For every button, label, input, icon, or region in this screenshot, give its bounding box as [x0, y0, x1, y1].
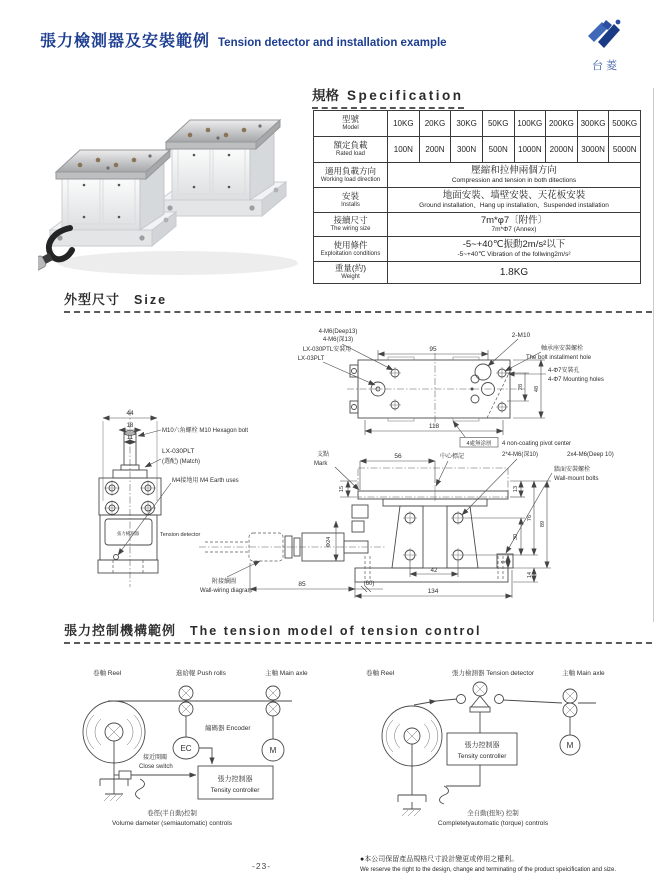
svg-label: 2x4-M6(Deep 10) [567, 452, 614, 458]
page-edge-line [653, 88, 654, 622]
size-title-en: Size [134, 293, 168, 307]
svg-label: 42 [430, 568, 438, 574]
spec-table [313, 110, 641, 284]
svg-label: 進給輥 Push rolls [176, 670, 226, 677]
svg-label: Tensity controller [210, 787, 260, 794]
size-drawings [55, 315, 660, 620]
svg-label: Close switch [139, 764, 173, 770]
svg-label: 全自動(扭矩) 控制 [467, 810, 519, 817]
spec-value: -5~+40℃振動2m/s²以下 -5~+40℃ Vibration of the follwing2m/s² [388, 237, 641, 262]
svg-label: 15 [339, 485, 345, 493]
svg-label: 56 [394, 453, 402, 460]
svg-label: 28 [518, 383, 524, 391]
spec-cell: 100KG [514, 111, 546, 137]
spec-row-label: 型號 Model [314, 111, 388, 137]
svg-label: M [269, 746, 277, 755]
spec-row-label: 安裝 Installs [314, 188, 388, 213]
svg-label: 牆面安裝螺栓 [554, 467, 591, 473]
page-title [40, 28, 447, 51]
svg-label: 2*4-M6(深10) [502, 452, 539, 458]
page-title-en: Tension detector and installation example [218, 37, 447, 49]
control-title-cn: 張力控制機構範例 [64, 623, 177, 638]
spec-value: 7m*φ7〔附件〕 7m*Φ7 (Annex) [388, 213, 641, 237]
spec-row-label: 額定負載 Rated load [314, 137, 388, 163]
brand-logo-icon [584, 16, 628, 52]
svg-label: Volume dameter (semiautomatic) controls [112, 820, 232, 827]
full-auto-diagram [382, 682, 596, 816]
spec-cell: 500KG [609, 111, 641, 137]
svg-label: 卷徑(半自動)控制 [147, 810, 197, 817]
size-labels [117, 329, 614, 595]
svg-label: Wall-wiring diagram [200, 588, 253, 594]
control-title-en: The tension model of tension control [190, 624, 482, 638]
spec-value: 1.8KG [388, 262, 641, 284]
svg-label: 主軸 Main axle [562, 670, 605, 677]
svg-label: 76 [527, 514, 533, 522]
svg-label: (60) [363, 581, 375, 587]
spec-cell: 5000N [609, 137, 641, 163]
footer-note-cn: ●本公司保留產品規格尺寸設計變更或停用之權利。 [360, 856, 519, 863]
svg-label: 張力檢測器 Tension detector [452, 670, 535, 677]
svg-label: 85 [298, 581, 306, 588]
size-title-cn: 外型尺寸 [64, 292, 121, 307]
svg-label: 18 [126, 423, 134, 429]
svg-label: LX-03PLT [297, 356, 325, 362]
svg-label: 接近開關 [143, 755, 168, 761]
spec-cell: 3000N [577, 137, 609, 163]
spec-row [314, 237, 641, 262]
spec-cell: 200N [419, 137, 451, 163]
svg-label: Wall-mount bolts [554, 476, 599, 482]
svg-label: M4接地用 M4 Earth uses [172, 478, 239, 484]
svg-label: 卷軸 Reel [366, 670, 395, 677]
svg-label: 44 [126, 410, 134, 417]
svg-label: 89 [540, 520, 546, 528]
top-view-drawing [323, 339, 546, 447]
front-view-drawing [98, 409, 171, 587]
svg-label: 4 non-coating pivot center [502, 441, 572, 447]
spec-cell: 300KG [577, 111, 609, 137]
photo-shadow [58, 251, 298, 275]
page-title-cn: 張力檢測器及安裝範例 [40, 33, 211, 50]
spec-row-label: 重量(約) Weight [314, 262, 388, 284]
svg-label: EC [180, 744, 192, 753]
svg-label: Tension detector [160, 532, 201, 538]
svg-label: 卷軸 Reel [93, 670, 122, 677]
spec-value: 壓縮和拉伸兩個方向 Compression and tension in both ditections [388, 163, 641, 188]
svg-label: 4-Φ7安裝孔 [548, 368, 580, 374]
svg-label: 13 [513, 485, 519, 493]
spec-title-cn: 規格 [312, 88, 339, 103]
page-number: -23- [252, 861, 272, 871]
spec-table-body [314, 111, 641, 284]
svg-label: Completetyautomatic (torque) controls [437, 820, 549, 827]
svg-label: 支點 [317, 452, 330, 458]
svg-label: 4-M6(Deep13) [318, 329, 358, 335]
control-labels [93, 668, 605, 827]
spec-row [314, 262, 641, 284]
product-photo [38, 100, 310, 292]
svg-label: The bolt installment hole [526, 355, 592, 361]
spec-cell: 30KG [451, 111, 483, 137]
svg-label: 主軸 Main axle [265, 670, 308, 677]
spec-row-label: 適用負載方向 Working load direction [314, 163, 388, 188]
svg-label: 附接續圖 [212, 579, 237, 585]
footer-note-en: We reserve the right to the design, change and terminating of the product speicification and size. [360, 866, 617, 873]
spec-row-label: 接續尺寸 The wiring size [314, 213, 388, 237]
svg-label: LX-030PTL安裝用 [302, 347, 352, 353]
svg-label: 30 [513, 533, 519, 541]
side-view-drawing [335, 459, 552, 582]
svg-label: M [566, 741, 574, 750]
svg-label: 編碼器 Encoder [205, 725, 251, 732]
tension-detector-unit-front [50, 150, 176, 246]
spec-cell: 300N [451, 137, 483, 163]
tension-control-diagrams [60, 653, 655, 848]
tension-detector-unit-back [160, 120, 286, 216]
spec-row [314, 188, 641, 213]
svg-label: LX-030PLT [162, 448, 195, 455]
spec-row [314, 137, 641, 163]
footer-note [360, 855, 616, 874]
wiring-connector-drawing [199, 521, 512, 598]
svg-label: (選配) (Match) [162, 459, 200, 465]
svg-label: 11 [126, 435, 134, 441]
svg-label: 134 [427, 588, 439, 595]
spec-cell: 100N [388, 137, 420, 163]
svg-label: 4-Φ7 Mounting holes [548, 377, 604, 383]
svg-label: Mark [314, 461, 328, 467]
spec-section-title [312, 84, 464, 109]
brand-logo [580, 16, 632, 73]
spec-title-en: Specification [347, 88, 464, 103]
svg-label: 中心標記 [440, 454, 465, 460]
spec-cell: 1000N [514, 137, 546, 163]
spec-cell: 500N [482, 137, 514, 163]
svg-label: 張力控制器 [464, 742, 500, 749]
spec-cell: 50KG [482, 111, 514, 137]
svg-label: 張力檢測器 [116, 531, 140, 536]
svg-label: Φ24 [326, 536, 332, 548]
svg-label: 14 [527, 571, 533, 579]
svg-label: 4-M6(深13) [322, 337, 354, 343]
svg-label: 張力控制器 [217, 776, 253, 783]
spec-row [314, 163, 641, 188]
brand-logo-text: 台菱 [592, 60, 620, 72]
spec-row [314, 213, 641, 237]
spec-row [314, 111, 641, 137]
svg-label: 95 [429, 346, 437, 353]
svg-label: 4處無涂層 [466, 441, 492, 447]
spec-cell: 200KG [546, 111, 578, 137]
spec-value: 地面安裝、墙壁安裝、天花板安裝 Ground installation、Hang up installation、Suspended installation [388, 188, 641, 213]
svg-label: 48 [534, 385, 540, 393]
spec-row-label: 使用條件 Exploitation conditions [314, 237, 388, 262]
svg-label: 9 [501, 560, 507, 564]
svg-label: Tensity controller [457, 753, 507, 760]
svg-label: 軸承座安裝螺栓 [541, 346, 584, 352]
svg-label: 118 [428, 423, 440, 430]
spec-cell: 10KG [388, 111, 420, 137]
spec-cell: 20KG [419, 111, 451, 137]
control-section-title [64, 620, 652, 644]
svg-label: 2-M10 [511, 332, 531, 339]
spec-cell: 2000N [546, 137, 578, 163]
svg-label: M10六角螺栓 M10 Hexagon bolt [162, 428, 249, 434]
size-section-title [64, 289, 652, 313]
